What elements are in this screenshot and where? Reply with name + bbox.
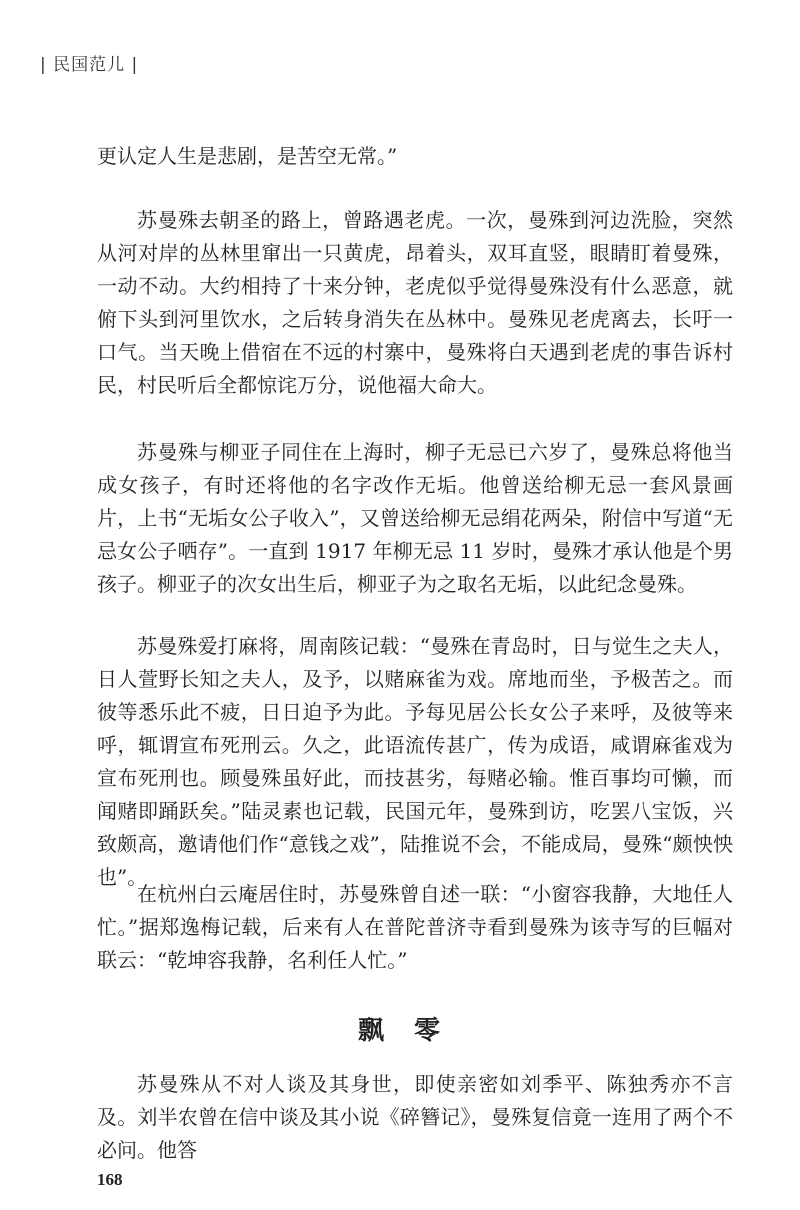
paragraph-liu-wuji: 苏曼殊与柳亚子同住在上海时，柳子无忌已六岁了，曼殊总将他当成女孩子，有时还将他的名字改作无垢。他曾送给柳无忌一套风景画片，上书“无垢女公子收入”，又曾送给柳无忌绢花两朵，附信中写道“无忌女公子哂存”。一直到 1917 年柳无忌 11 岁时，曼殊才承认他是个男孩子。柳亚子的次女出生后，柳亚子为之取名无垢，以此纪念曼殊。 [97, 440, 733, 596]
paragraph-origin: 苏曼殊从不对人谈及其身世，即使亲密如刘季平、陈独秀亦不言及。刘半农曾在信中谈及其小说《碎簪记》，曼殊复信竟一连用了两个不必问。他答 [97, 1072, 733, 1162]
paragraph-mahjong: 苏曼殊爱打麻将，周南陔记载：“曼殊在青岛时，日与觉生之夫人，日人萱野长知之夫人，及予，以赌麻雀为戏。席地而坐，予极苦之。而彼等悉乐此不疲，日日迫予为此。予每见居公长女公子来呼，及彼等来呼，辄谓宣布死刑云。久之，此语流传甚广，传为成语，咸谓麻雀戏为宣布死刑也。顾曼殊虽好此，而技甚劣，每赌必输。惟百事均可懒，而闻赌即踊跃矣。”陆灵素也记载，民国元年，曼殊到访，吃罢八宝饭，兴致颇高，邀请他们作“意钱之戏”，陆推说不会，不能成局，曼殊“颇怏怏也”。 [97, 634, 733, 889]
paragraph-continuation: 更认定人生是悲剧，是苦空无常。” [97, 144, 398, 168]
paragraph-tiger: 苏曼殊去朝圣的路上，曾路遇老虎。一次，曼殊到河边洗脸，突然从河对岸的丛林里窜出一只黄虎，昂着头，双耳直竖，眼睛盯着曼殊，一动不动。大约相持了十来分钟，老虎似乎觉得曼殊没有什么恶意，就俯下头到河里饮水，之后转身消失在丛林中。曼殊见老虎离去，长吁一口气。当天晚上借宿在不远的村寨中，曼殊将白天遇到老虎的事告诉村民，村民听后全都惊诧万分，说他福大命大。 [97, 208, 733, 397]
section-title: 飘 零 [357, 1016, 442, 1046]
paragraph-couplet: 在杭州白云庵居住时，苏曼殊曾自述一联：“小窗容我静，大地任人忙。”据郑逸梅记载，后来有人在普陀普济寺看到曼殊为该寺写的巨幅对联云：“乾坤容我静，名利任人忙。” [97, 882, 733, 972]
running-header: | 民国范儿 | [40, 55, 139, 75]
page-number: 168 [97, 1170, 123, 1189]
